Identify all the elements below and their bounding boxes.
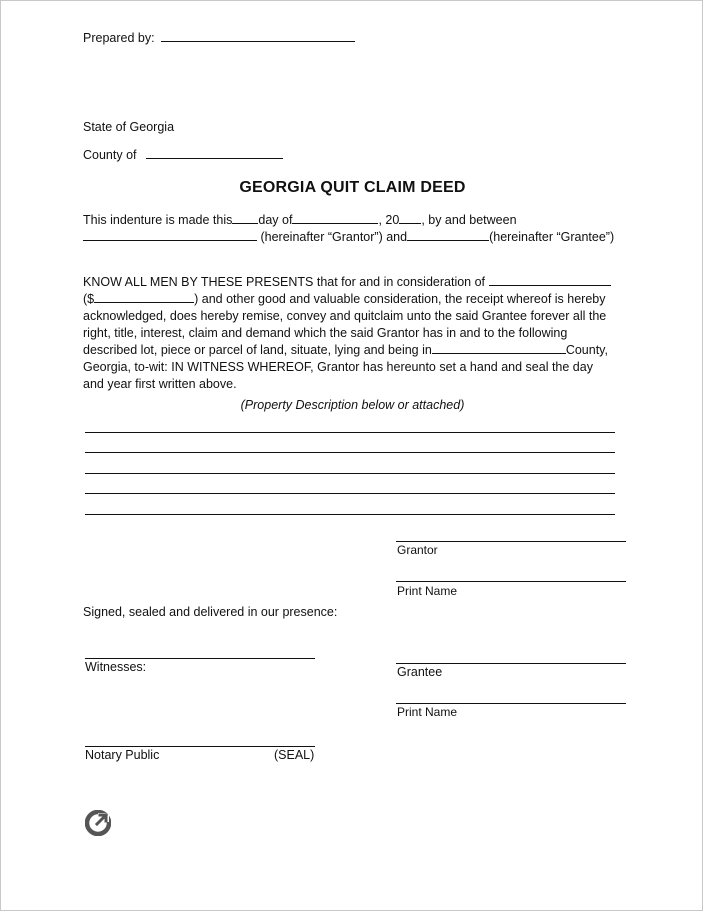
know-all-line-5-text: described lot, piece or parcel of land, situate, lying and being in bbox=[83, 343, 432, 357]
day-field[interactable] bbox=[232, 223, 258, 224]
grantor-signature-line[interactable] bbox=[396, 541, 626, 542]
seal-label: (SEAL) bbox=[274, 748, 315, 762]
indenture-line-1 bbox=[83, 213, 517, 227]
know-all-line-3: acknowledged, does hereby remise, convey and quitclaim unto the said Grantee forever all the bbox=[83, 309, 607, 323]
county-suffix: County, bbox=[565, 343, 608, 357]
know-all-line-6: Georgia, to-wit: IN WITNESS WHEREOF, Grantor has hereunto set a hand and seal the day bbox=[83, 360, 593, 374]
consideration-words-field[interactable] bbox=[489, 285, 611, 286]
grantor-label: Grantor bbox=[397, 543, 438, 557]
grantee-name-field[interactable] bbox=[407, 240, 489, 241]
grantor-name-field[interactable] bbox=[83, 240, 257, 241]
county-label: County of bbox=[83, 148, 137, 162]
notary-public-label: Notary Public bbox=[85, 748, 160, 762]
know-all-line-2-text: ) and other good and valuable consideration, the receipt whereof is hereby bbox=[194, 292, 606, 306]
property-description-line-2[interactable] bbox=[85, 452, 615, 453]
indenture-text-4: , by and between bbox=[421, 213, 517, 227]
grantor-print-name-label: Print Name bbox=[397, 584, 458, 598]
county-row bbox=[83, 148, 283, 162]
property-description-line-5[interactable] bbox=[85, 514, 615, 515]
know-all-paragraph bbox=[83, 274, 611, 393]
prepared-by-field[interactable] bbox=[161, 41, 355, 42]
indenture-line-2 bbox=[83, 230, 614, 244]
dollar-prefix: ($ bbox=[83, 292, 95, 306]
property-description-line-3[interactable] bbox=[85, 473, 615, 474]
know-all-line-1 bbox=[83, 274, 611, 291]
state-label: State of Georgia bbox=[83, 120, 175, 134]
witness-signature-line[interactable] bbox=[85, 658, 315, 659]
indenture-text-1: This indenture is made this bbox=[83, 213, 233, 227]
grantor-hereinafter-label: (hereinafter “Grantor”) and bbox=[260, 230, 408, 244]
year-field[interactable] bbox=[399, 223, 421, 224]
grantee-signature-line[interactable] bbox=[396, 663, 626, 664]
signed-sealed-label: Signed, sealed and delivered in our presence: bbox=[83, 605, 338, 619]
know-all-line-4: right, title, interest, claim and demand which the said Grantor has in and to the following bbox=[83, 326, 568, 340]
indenture-text-3: , 20 bbox=[378, 213, 400, 227]
grantee-hereinafter-label: (hereinafter “Grantee”) bbox=[489, 230, 615, 244]
grantee-label: Grantee bbox=[397, 665, 443, 679]
grantee-print-name-line[interactable] bbox=[396, 703, 626, 704]
indenture-text-2: day of bbox=[258, 213, 293, 227]
brand-logo-icon bbox=[85, 810, 111, 836]
prepared-by-row bbox=[83, 31, 355, 45]
consideration-amount-field[interactable] bbox=[94, 302, 194, 303]
property-county-field[interactable] bbox=[432, 353, 566, 354]
property-description-line-1[interactable] bbox=[85, 432, 615, 433]
know-all-line-1-text: KNOW ALL MEN BY THESE PRESENTS that for and in consideration of bbox=[83, 275, 486, 289]
know-all-line-2 bbox=[83, 291, 611, 308]
notary-signature-line[interactable] bbox=[85, 746, 315, 747]
know-all-line-7: and year first written above. bbox=[83, 377, 237, 391]
witnesses-label: Witnesses: bbox=[85, 660, 147, 674]
grantee-print-name-label: Print Name bbox=[397, 705, 458, 719]
know-all-line-5 bbox=[83, 342, 611, 359]
property-description-line-4[interactable] bbox=[85, 493, 615, 494]
grantor-print-name-line[interactable] bbox=[396, 581, 626, 582]
month-field[interactable] bbox=[292, 223, 378, 224]
prepared-by-label: Prepared by: bbox=[83, 31, 155, 45]
county-field[interactable] bbox=[146, 158, 283, 159]
property-description-label: (Property Description below or attached) bbox=[240, 398, 465, 412]
document-title: GEORGIA QUIT CLAIM DEED bbox=[239, 179, 466, 196]
